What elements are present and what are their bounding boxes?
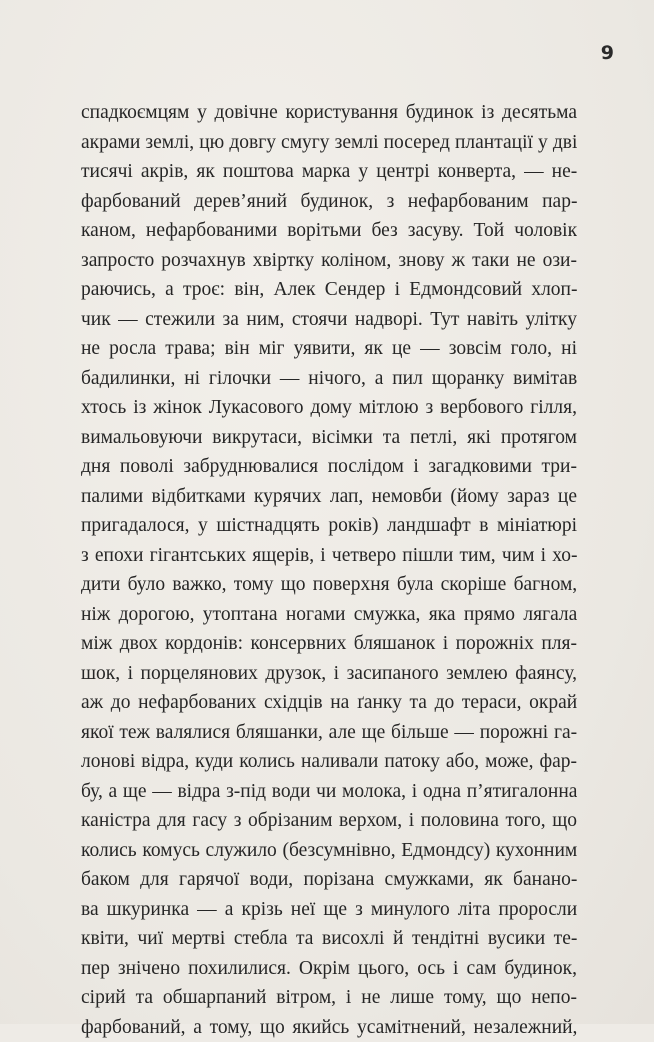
text-line: дня поволі забруднювалися послідом і загадковими три- [81, 452, 577, 482]
text-line: дити було важко, тому що поверхня була скоріше багном, [81, 570, 577, 600]
text-line: лонові відра, куди колись наливали патоку або, може, фар- [81, 747, 577, 777]
text-line: якої теж валялися бляшанки, але ще більше — порожні га- [81, 718, 577, 748]
text-line: чик — стежили за ним, стоячи надворі. Тут навіть улітку [81, 305, 577, 335]
text-line: запросто розчахнув хвіртку коліном, знову ж таки не ози- [81, 246, 577, 276]
text-line: хтось із жінок Лукасового дому мітлою з вербового гілля, [81, 393, 577, 423]
body-text [81, 98, 577, 1042]
text-line: між двох кордонів: консервних бляшанок і порожніх пля- [81, 629, 577, 659]
text-line: ва шкуринка — а крізь неї ще з минулого літа проросли [81, 895, 577, 925]
text-line: акрами землі, цю довгу смугу землі посеред плантації у дві [81, 128, 577, 158]
text-line: не росла трава; він міг уявити, як це — зовсім голо, ні [81, 334, 577, 364]
text-line: каном, нефарбованими ворітьми без засуву. Той чоловік [81, 216, 577, 246]
text-line: квіти, чиї мертві стебла та висохлі й тендітні вусики те- [81, 924, 577, 954]
text-line: палими відбитками курячих лап, немовби (йому зараз це [81, 482, 577, 512]
text-line: пригадалося, у шістнадцять років) ландшафт в мініатюрі [81, 511, 577, 541]
text-line: з епохи гігантських ящерів, і четверо пішли тим, чим і хо- [81, 541, 577, 571]
text-line: пер знічено похилилися. Окрім цього, ось і сам будинок, [81, 954, 577, 984]
text-line: шок, і порцелянових друзок, і засипаного землею фаянсу, [81, 659, 577, 689]
text-line: сірий та обшарпаний вітром, і не лише тому, що непо- [81, 983, 577, 1013]
text-line: тисячі акрів, як поштова марка у центрі конверта, — не- [81, 157, 577, 187]
text-line: каністра для гасу з обрізаним верхом, і половина того, що [81, 806, 577, 836]
page-number: 9 [601, 42, 614, 64]
text-line: аж до нефарбованих східців на ґанку та до тераси, окрай [81, 688, 577, 718]
text-line: вимальовуючи викрутаси, вісімки та петлі, які протягом [81, 423, 577, 453]
text-line: фарбований, а тому, що якийсь усамітнений, незалежний, [81, 1013, 577, 1042]
text-line: бадилинки, ні гілочки — нічого, а пил щоранку вимітав [81, 364, 577, 394]
text-line: баком для гарячої води, порізана смужками, як банано- [81, 865, 577, 895]
text-line: фарбований дерев’яний будинок, з нефарбованим пар- [81, 187, 577, 217]
text-line: раючись, а троє: він, Алек Сендер і Едмондсовий хлоп- [81, 275, 577, 305]
text-line: ніж дорогою, утоптана ногами смужка, яка прямо лягала [81, 600, 577, 630]
text-line: колись комусь служило (безсумнівно, Едмондсу) кухонним [81, 836, 577, 866]
text-line: спадкоємцям у довічне користування будинок із десятьма [81, 98, 577, 128]
text-line: бу, а ще — відра з-під води чи молока, і одна п’ятигалонна [81, 777, 577, 807]
